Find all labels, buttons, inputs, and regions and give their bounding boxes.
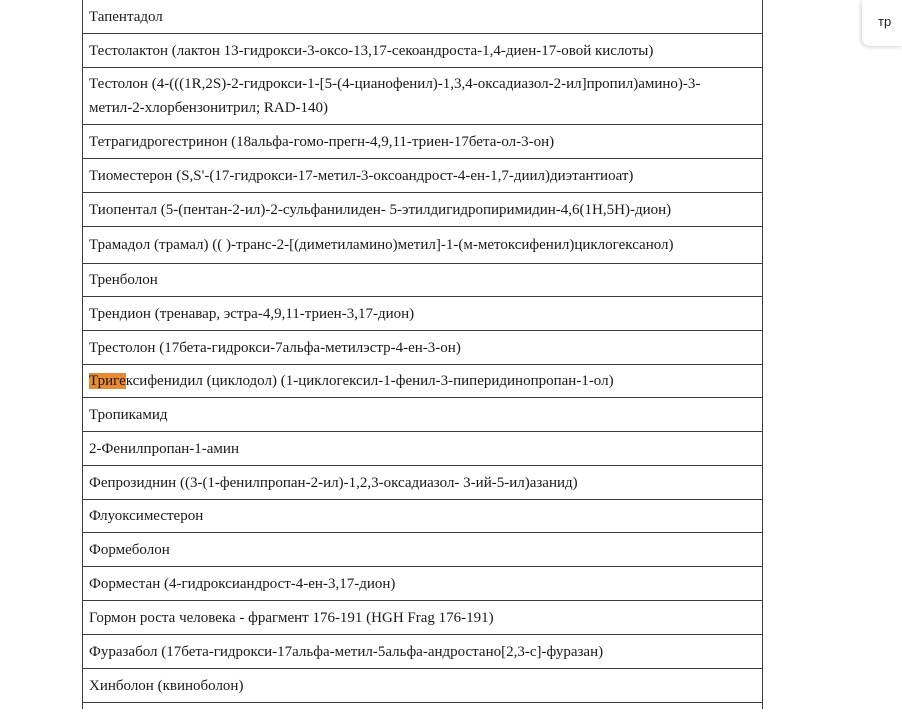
table-row: [83, 398, 763, 432]
table-row: [83, 432, 763, 466]
table-cell: Хинболон (квиноболон): [83, 669, 763, 703]
table-row-partial: [83, 703, 763, 710]
table-row: [83, 500, 763, 533]
table-cell: Трестолон (17бета-гидрокси-7альфа-метилэстр-4-ен-3-он): [83, 331, 763, 365]
table-row: [83, 297, 763, 331]
table-row: [83, 567, 763, 601]
table-row: [83, 193, 763, 227]
table-row: [83, 533, 763, 567]
table-cell: Фуразабол (17бета-гидрокси-17альфа-метил-5альфа-андростано[2,3-с]-фуразан): [83, 635, 763, 669]
table-cell: Тренболон: [83, 264, 763, 297]
table-cell: Тропикамид: [83, 398, 763, 432]
table-row: [83, 601, 763, 635]
table-cell: Гормон роста человека - фрагмент 176-191 (HGH Frag 176-191): [83, 601, 763, 635]
table-cell: Форместан (4-гидроксиандрост-4-ен-3,17-дион): [83, 567, 763, 601]
table-body: [83, 0, 763, 709]
table-cell: Трамадол (трамал) (( )-транс-2-[(диметиламино)метил]-1-(м-метоксифенил)циклогексанол): [83, 227, 763, 264]
table-cell: [83, 365, 763, 398]
table-cell: Тестолон (4-(((1R,2S)-2-гидрокси-1-[5-(4-цианофенил)-1,3,4-оксадиазол-2-ил]пропил)амино)-3-метил-2-хлорбензонитрил; RAD-140): [83, 68, 763, 125]
table-cell: Флуоксиместерон: [83, 500, 763, 533]
table-row: [83, 365, 763, 398]
table-row: [83, 125, 763, 159]
search-match-highlight: Триге: [89, 373, 126, 389]
cell-text: ксифенидил (циклодол) (1-циклогексил-1-фенил-3-пиперидинопропан-1-ол): [125, 373, 614, 389]
substance-table: [82, 0, 763, 709]
table-cell: 2-Фенилпропан-1-амин: [83, 432, 763, 466]
table-cell: [83, 703, 763, 710]
table-row: [83, 227, 763, 264]
table-row: [83, 159, 763, 193]
table-row: [83, 264, 763, 297]
table-row: [83, 68, 763, 125]
popup-text: тр: [878, 14, 892, 29]
table-row: [83, 466, 763, 500]
table-cell: Формеболон: [83, 533, 763, 567]
table-row: [83, 669, 763, 703]
table-row: [83, 0, 763, 34]
table-cell: Фепрозиднин ((3-(1-фенилпропан-2-ил)-1,2,3-оксадиазол- 3-ий-5-ил)азанид): [83, 466, 763, 500]
table-cell: Тапентадол: [83, 0, 763, 34]
table-cell: Трендион (тренавар, эстра-4,9,11-триен-3,17-дион): [83, 297, 763, 331]
table-cell: Тестолактон (лактон 13-гидрокси-3-оксо-13,17-секоандроста-1,4-диен-17-овой кислоты): [83, 34, 763, 68]
table-row: [83, 331, 763, 365]
table-row: [83, 34, 763, 68]
table-cell: Тиоместерон (S,S'-(17-гидрокси-17-метил-3-оксоандрост-4-ен-1,7-диил)диэтантиоат): [83, 159, 763, 193]
table-cell: Тетрагидрогестринон (18альфа-гомо-прегн-4,9,11-триен-17бета-ол-3-он): [83, 125, 763, 159]
table-row: [83, 635, 763, 669]
table-cell: Тиопентал (5-(пентан-2-ил)-2-сульфанилиден- 5-этилдигидропиримидин-4,6(1Н,5Н)-дион): [83, 193, 763, 227]
search-popup[interactable]: [862, 0, 902, 46]
